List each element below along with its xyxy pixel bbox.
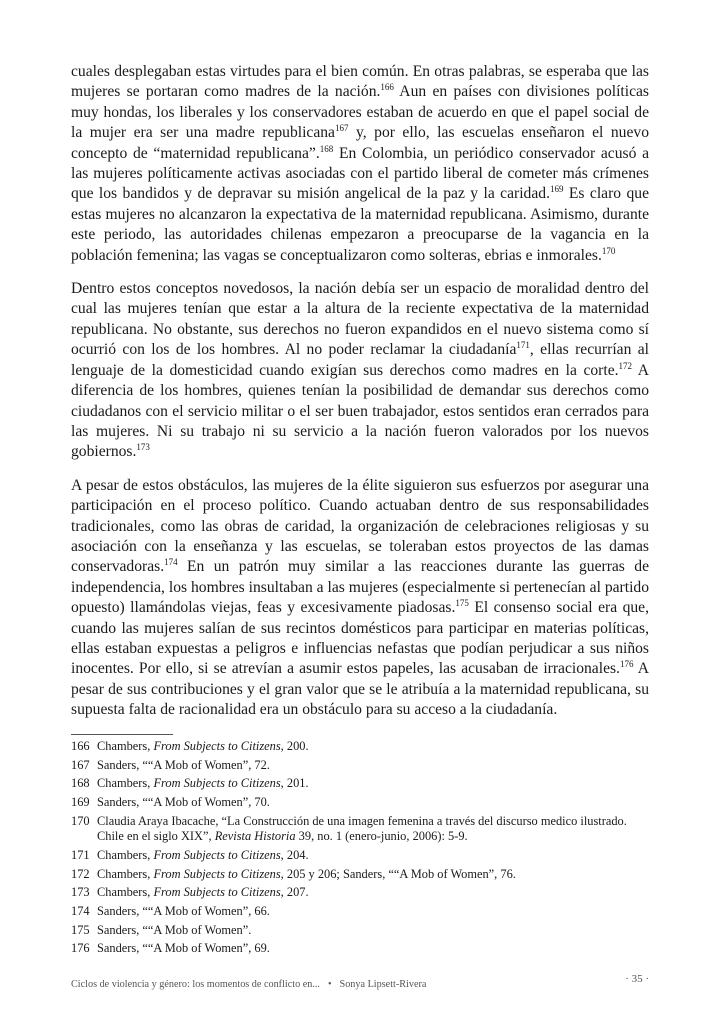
footnote-number: 176 xyxy=(71,941,90,956)
footnote-number: 170 xyxy=(71,813,90,828)
footnote-number: 169 xyxy=(71,795,90,810)
footnote xyxy=(71,904,649,920)
footnote-number: 172 xyxy=(71,866,90,881)
italic-title: From Subjects to Citizens xyxy=(153,866,281,881)
footnote-number: 168 xyxy=(71,776,90,791)
footnote-divider xyxy=(71,734,173,735)
book-title: Ciclos de violencia y género: los momentos de conflicto en... xyxy=(71,979,320,990)
footnote-text: Chambers, From Subjects to Citizens, 207. xyxy=(97,885,309,900)
footnote-reference: 169 xyxy=(549,184,564,195)
footnote-reference: 172 xyxy=(618,360,633,371)
footnote xyxy=(71,776,649,792)
paragraph: cuales desplegaban estas virtudes para el bien común. En otras palabras, se esperaba que las mujeres se portaran como madres de la nación.$^{166}$ Aun en países con divisiones políticas muy hondas, los liberales y los conservadores estaban de acuerdo en que el papel social de la mujer era ser una madre republicana$^{167}$ y, por ello, las escuelas enseñaron el nuevo concepto de “maternidad republicana”.$^{168}$ En Colombia, un periódico conservador acusó a las mujeres políticamente activas asociadas con el partido liberal de cometer más crímenes que los bandidos y de depravar su misión angelical de la paz y la caridad.$^{169}$ Es claro que estas mujeres no alcanzaron la expectativa de la maternidad republicana. Asimismo, durante este periodo, las autoridades chilenas empezaron a preocuparse de la vagancia en la población femenina; las vagas se conceptualizaron como solteras, ebrias e inmorales.$^{170}$ xyxy=(71,63,649,264)
footnote xyxy=(71,848,649,864)
footnote-number: 174 xyxy=(71,904,90,918)
italic-title: From Subjects to Citizens xyxy=(153,847,281,862)
paragraph: A pesar de estos obstáculos, las mujeres de la élite siguieron sus esfuerzos por asegurar una participación en el proceso político. Cuando actuaban dentro de sus responsabilidades tradicionales, como las obras de caridad, la organización de celebraciones religiosas y su asociación con la enseñanza y las escuelas, se toleraban estos proyectos de las damas conservadoras.$^{174}$ En un patrón muy similar a las reacciones durante las guerras de independencia, los hombres insultaban a las mujeres (especialmente si pertenecían al partido opuesto) llamándolas viejas, feas y excesivamente piadosas.$^{175}$ El consenso social era que, cuando las mujeres salían de sus recintos domésticos para participar en materias políticas, ellas estaban expuestas a peligros e influencias nefastas que podían perjudicar a sus niños inocentes. Por ello, si se atrevían a asumir estos papeles, las acusaban de irracionales.$^{176}$ A pesar de sus contribuciones y el gran valor que se le atribuía a la maternidad republicana, su supuesta falta de racionalidad era un obstáculo para su acceso a la ciudadanía. xyxy=(71,476,649,719)
italic-title: Revista Historia xyxy=(214,829,296,844)
footnotes xyxy=(71,739,649,960)
footnote xyxy=(71,885,649,901)
footnote xyxy=(71,758,649,774)
footnote-text: Sanders, ““A Mob of Women”, 72. xyxy=(97,757,270,772)
footnote-number: 175 xyxy=(71,922,90,937)
footnote-reference: 176 xyxy=(619,659,634,670)
footnote-text: Claudia Araya Ibacache, “La Construcción de una imagen femenina a través del discurso medico ilustrado. Chile en el siglo XIX”, Revista Historia 39, no. 1 (enero-junio, 2006): 5-9. xyxy=(97,813,627,844)
footnote xyxy=(71,923,649,939)
footnote-reference: 173 xyxy=(136,442,150,453)
body-text xyxy=(71,62,649,734)
footnote-reference: 166 xyxy=(380,82,394,93)
footnote xyxy=(71,867,649,883)
footnote-text: Chambers, From Subjects to Citizens, 204. xyxy=(97,847,309,862)
footnote-text: Chambers, From Subjects to Citizens, 200. xyxy=(97,739,309,753)
bullet-separator: • xyxy=(327,979,332,990)
page-number: · 35 · xyxy=(625,973,649,985)
footnote xyxy=(71,814,649,845)
italic-title: From Subjects to Citizens xyxy=(153,739,281,753)
footnote-text: Sanders, ““A Mob of Women”, 66. xyxy=(97,904,270,918)
footnote xyxy=(71,941,649,957)
footnote-text: Chambers, From Subjects to Citizens, 201. xyxy=(97,776,309,791)
footnote-text: Sanders, ““A Mob of Women”. xyxy=(97,922,252,937)
running-footer xyxy=(71,979,426,990)
italic-title: From Subjects to Citizens xyxy=(153,776,281,791)
footnote-number: 167 xyxy=(71,757,90,772)
footnote xyxy=(71,795,649,811)
footnote-number: 166 xyxy=(71,739,90,753)
author-name: Sonya Lipsett-Rivera xyxy=(339,979,427,990)
footnote-reference: 175 xyxy=(455,598,469,609)
footnote-number: 173 xyxy=(71,885,90,900)
italic-title: From Subjects to Citizens xyxy=(153,885,281,900)
footnote-text: Sanders, ““A Mob of Women”, 70. xyxy=(97,795,270,810)
paragraph: Dentro estos conceptos novedosos, la nación debía ser un espacio de moralidad dentro del cual las mujeres tenían que estar a la altura de la reciente expectativa de la maternidad republicana. No obstante, sus derechos no fueron expandidos en el nuevo sistema como sí ocurrió con los de los hombres. Al no poder reclamar la ciudadanía$^{171}$, ellas recurrían al lenguaje de la domesticidad cuando exigían sus derechos como madres en la corte.$^{172}$ A diferencia de los hombres, quienes tenían la posibilidad de demandar sus derechos como ciudadanos con el servicio militar o el ser buen trabajador, estos sentidos eran cerrados para las mujeres. Ni su trabajo ni su servicio a la nación fueron valorados por los nuevos gobiernos.$^{173}$ xyxy=(71,280,649,461)
footnote-reference: 174 xyxy=(164,557,178,568)
footnote-text: Chambers, From Subjects to Citizens, 205 y 206; Sanders, ““A Mob of Women”, 76. xyxy=(97,866,516,881)
footnote xyxy=(71,739,649,755)
footnote-reference: 171 xyxy=(516,340,530,351)
footnote-reference: 168 xyxy=(319,143,334,154)
footnote-reference: 167 xyxy=(334,123,349,134)
footnote-number: 171 xyxy=(71,847,90,862)
footnote-reference: 170 xyxy=(601,245,616,256)
footnote-text: Sanders, ““A Mob of Women”, 69. xyxy=(97,941,270,956)
